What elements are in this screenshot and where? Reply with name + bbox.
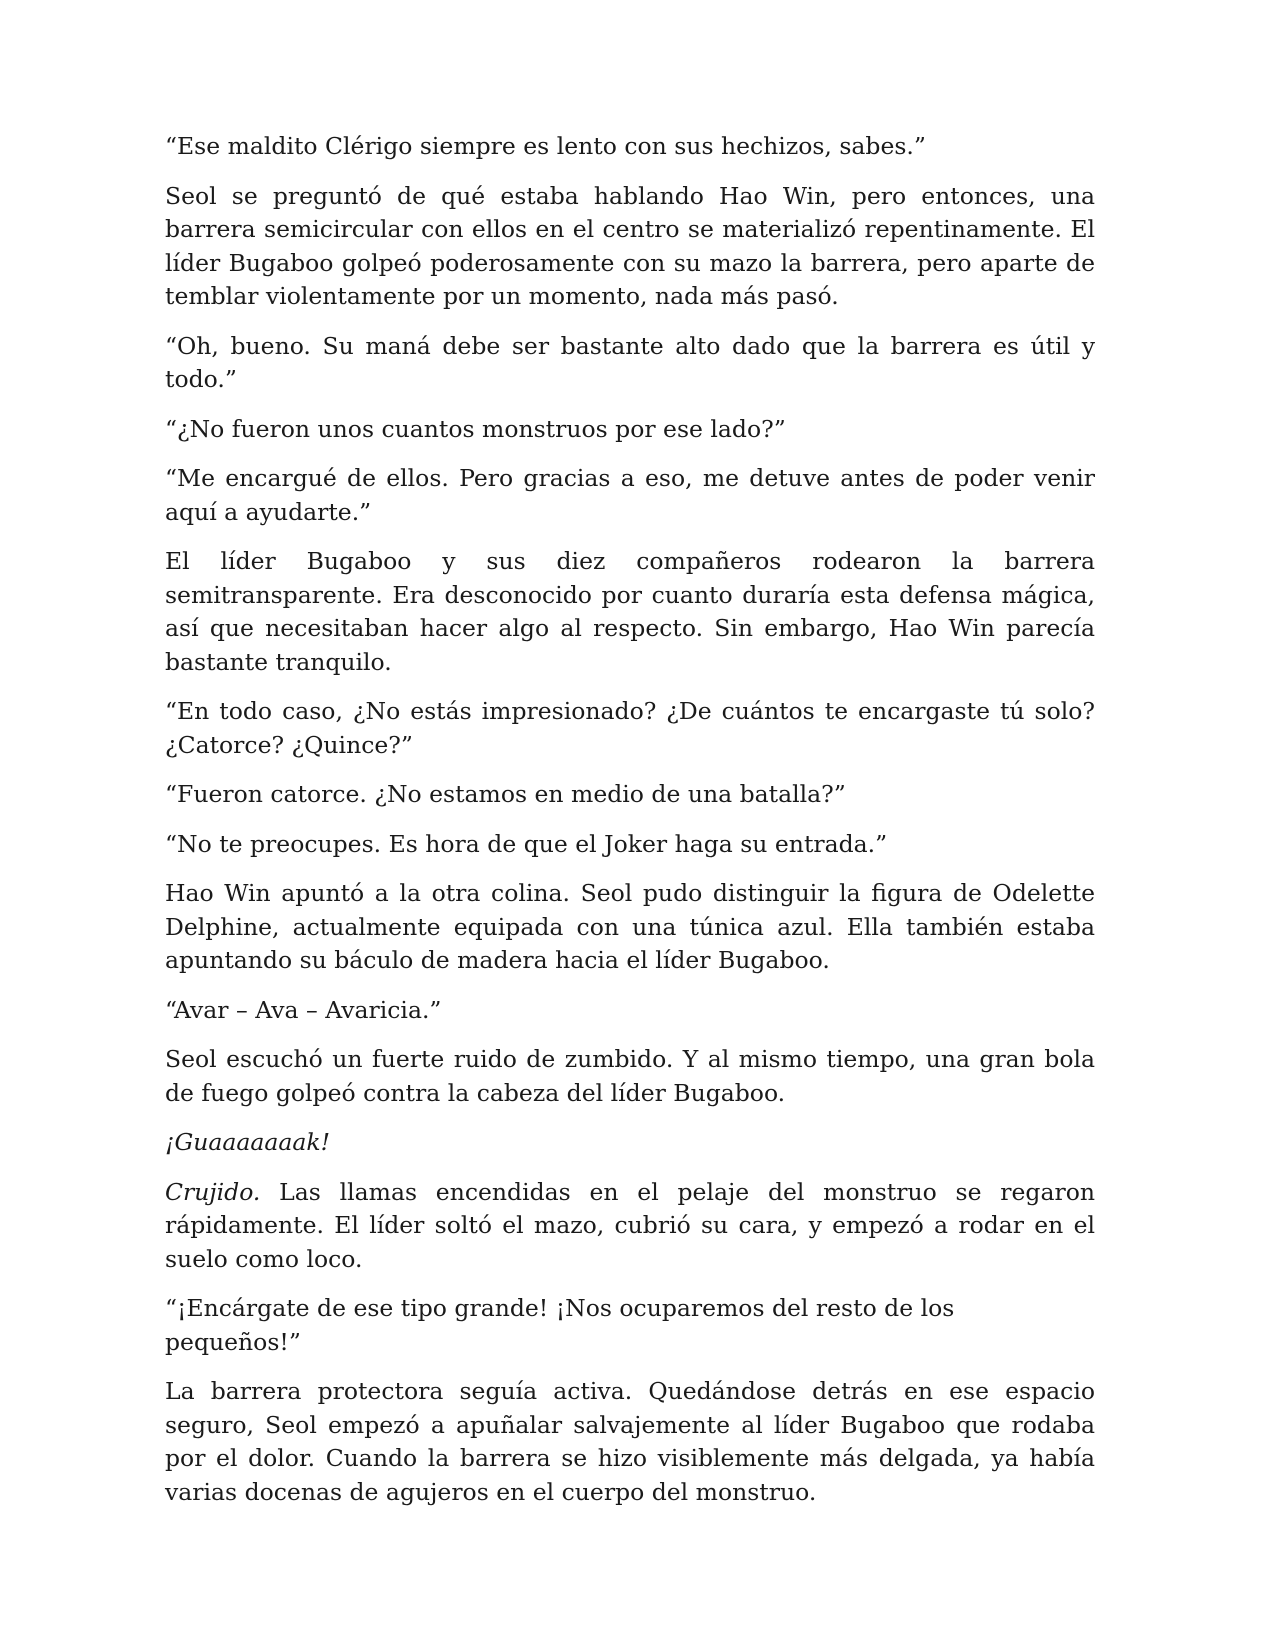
paragraph-3: “Oh, bueno. Su maná debe ser bastante alto dado que la barrera es útil y todo.”: [165, 331, 1095, 393]
paragraph-1: “Ese maldito Clérigo siempre es lento con sus hechizos, sabes.”: [165, 132, 926, 160]
italic-lead-word: Crujido.: [165, 1177, 261, 1206]
paragraph-7: “En todo caso, ¿No estás impresionado? ¿De cuántos te encargaste tú solo? ¿Catorce? ¿Quince?”: [165, 697, 1095, 759]
document-page: [165, 130, 1095, 1525]
paragraph-11: “Avar – Ava – Avaricia.”: [165, 995, 442, 1024]
paragraph-14: [165, 1176, 1095, 1277]
paragraph-8: “Fueron catorce. ¿No estamos en medio de una batalla?”: [165, 780, 846, 808]
paragraph-13-italic: ¡Guaaaaaaak!: [165, 1128, 331, 1156]
paragraph-6: El líder Bugaboo y sus diez compañeros rodearon la barrera semitransparente. Era desconocido por cuanto duraría esta defensa mágica, así que necesitaban hacer algo al respecto. Sin embargo, Hao Win parecía bastante tranquilo.: [165, 547, 1095, 676]
paragraph-16: La barrera protectora seguía activa. Quedándose detrás en ese espacio seguro, Seol empezó a apuñalar salvajemente al líder Bugaboo que rodaba por el dolor. Cuando la barrera se hizo visiblemente más delgada, ya había varias docenas de agujeros en el cuerpo del monstruo.: [165, 1377, 1095, 1506]
paragraph-4: “¿No fueron unos cuantos monstruos por ese lado?”: [165, 414, 786, 443]
paragraph-2: Seol se preguntó de qué estaba hablando Hao Win, pero entonces, una barrera semicircular con ellos en el centro se materializó repentinamente. El líder Bugaboo golpeó poderosamente con su mazo la barrera, pero aparte de temblar violentamente por un momento, nada más pasó.: [165, 181, 1095, 310]
paragraph-9: “No te preocupes. Es hora de que el Joker haga su entrada.”: [165, 829, 888, 858]
paragraph-5: “Me encargué de ellos. Pero gracias a eso, me detuve antes de poder venir aquí a ayudarte.”: [165, 464, 1095, 526]
paragraph-15: “¡Encárgate de ese tipo grande! ¡Nos ocuparemos del resto de los pequeños!”: [165, 1294, 955, 1356]
paragraph-10: Hao Win apuntó a la otra colina. Seol pudo distinguir la figura de Odelette Delphine, actualmente equipada con una túnica azul. Ella también estaba apuntando su báculo de madera hacia el líder Bugaboo.: [165, 879, 1095, 974]
paragraph-14-body: Las llamas encendidas en el pelaje del monstruo se regaron rápidamente. El líder soltó el mazo, cubrió su cara, y empezó a rodar en el suelo como loco.: [165, 1177, 1095, 1273]
paragraph-12: Seol escuchó un fuerte ruido de zumbido. Y al mismo tiempo, una gran bola de fuego golpeó contra la cabeza del líder Bugaboo.: [165, 1045, 1095, 1107]
